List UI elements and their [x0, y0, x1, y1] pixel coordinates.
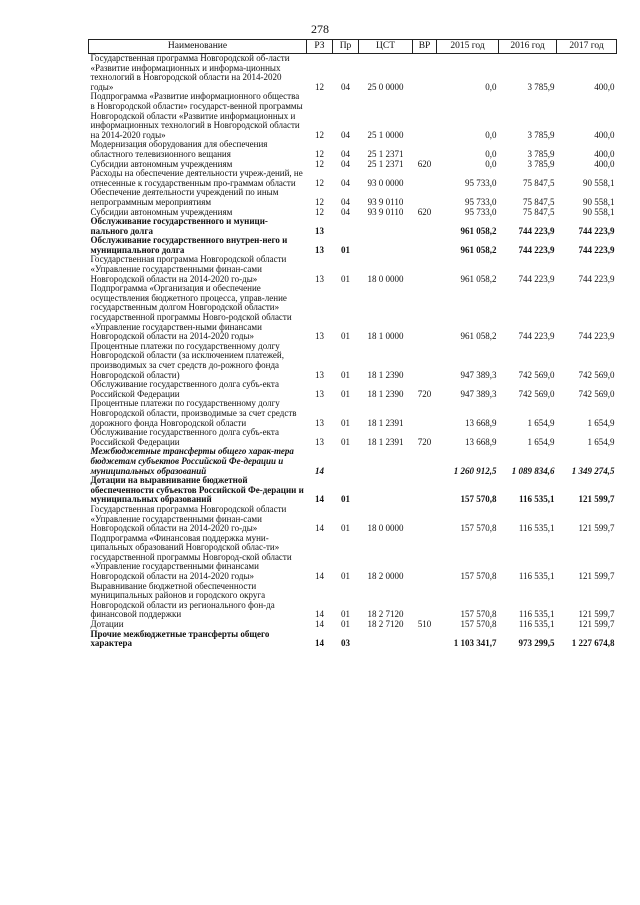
row-rz: 12 [315, 206, 324, 217]
row-cst: 93 9 0110 [367, 206, 404, 217]
row-2016: 3 785,9 [527, 148, 555, 159]
row-cst: 18 2 7120 [367, 609, 404, 620]
header-pr: Пр [333, 40, 359, 54]
row-2017: 90 558,1 [583, 196, 615, 207]
row-rz: 12 [315, 81, 324, 92]
row-2015: 157 570,8 [460, 571, 497, 582]
row-2017: 90 558,1 [583, 206, 615, 217]
row-2015: 95 733,0 [465, 196, 497, 207]
row-name: Выравнивание бюджетной обеспеченности муниципальных районов и городского округа Новгородской области из регионального фон-да финансовой поддержки [90, 580, 275, 620]
row-2015: 157 570,8 [460, 523, 497, 534]
row-rz: 14 [315, 571, 324, 582]
row-2016: 744 223,9 [518, 331, 555, 342]
table-row [89, 92, 617, 140]
header-2017: 2017 год [557, 40, 617, 54]
table-row [89, 534, 617, 582]
row-rz: 13 [315, 436, 324, 447]
row-2016: 742 569,0 [518, 388, 555, 399]
row-2017: 400,0 [594, 158, 615, 169]
row-name: Подпрограмма «Организация и обеспечение осуществления бюджетного процесса, управ-ление государственным долгом Новгородской области» государственной программы Новго-родской области «Управление государствен-ными финансами Новгородской области на 2014-2020 годы» [90, 283, 292, 342]
row-2017: 1 227 674,8 [571, 638, 615, 649]
row-name: Субсидии автономным учреждениям [90, 206, 233, 217]
row-2015: 947 389,3 [460, 369, 497, 380]
row-rz: 13 [315, 388, 324, 399]
row-pr: 01 [341, 273, 350, 284]
row-pr: 01 [341, 494, 350, 505]
table-row [89, 630, 617, 649]
row-2015: 961 058,2 [460, 331, 497, 342]
header-cst: ЦСТ [359, 40, 413, 54]
row-cst: 18 1 2390 [367, 369, 404, 380]
row-2015: 961 058,2 [460, 225, 497, 236]
row-pr: 01 [341, 331, 350, 342]
row-cst [359, 476, 413, 505]
row-2016: 1 654,9 [527, 417, 555, 428]
row-rz: 14 [315, 638, 324, 649]
row-cst: 25 1 0000 [367, 129, 404, 140]
row-rz: 13 [315, 331, 324, 342]
row-2017: 121 599,7 [578, 619, 615, 630]
row-cst: 18 1 2390 [367, 388, 404, 399]
row-2015: 0,0 [485, 129, 497, 140]
row-rz: 12 [315, 148, 324, 159]
row-cst: 18 1 2391 [367, 436, 404, 447]
row-vr [413, 92, 437, 140]
row-rz: 12 [315, 177, 324, 188]
row-2016: 116 535,1 [518, 494, 555, 505]
table-row [89, 342, 617, 380]
row-pr [333, 447, 359, 476]
row-pr: 01 [341, 417, 350, 428]
row-2017: 742 569,0 [578, 369, 615, 380]
row-vr [413, 630, 437, 649]
row-2015: 157 570,8 [460, 609, 497, 620]
row-2015: 961 058,2 [460, 244, 497, 255]
row-2017: 742 569,0 [578, 388, 615, 399]
row-2016: 1 654,9 [527, 436, 555, 447]
row-cst: 18 0 0000 [367, 523, 404, 534]
row-2017: 744 223,9 [578, 273, 615, 284]
row-2016: 3 785,9 [527, 129, 555, 140]
row-vr [413, 476, 437, 505]
table-row [89, 428, 617, 447]
row-2016: 116 535,1 [518, 571, 555, 582]
row-vr [413, 284, 437, 342]
row-2017: 1 654,9 [587, 417, 615, 428]
row-2015: 1 103 341,7 [453, 638, 497, 649]
row-pr: 01 [341, 619, 350, 630]
row-rz: 12 [315, 158, 324, 169]
row-vr [413, 217, 437, 236]
budget-table [88, 39, 617, 649]
row-rz: 14 [315, 494, 324, 505]
row-pr: 01 [341, 436, 350, 447]
table-row [89, 476, 617, 505]
row-rz: 14 [315, 465, 324, 476]
row-pr: 04 [341, 81, 350, 92]
table-row [89, 236, 617, 255]
row-pr: 04 [341, 206, 350, 217]
row-2015: 157 570,8 [460, 619, 497, 630]
row-2017: 121 599,7 [578, 571, 615, 582]
row-2016: 3 785,9 [527, 158, 555, 169]
row-2017: 744 223,9 [578, 244, 615, 255]
row-2015: 157 570,8 [460, 494, 497, 505]
table-row [89, 188, 617, 207]
row-vr [413, 447, 437, 476]
row-pr [333, 217, 359, 236]
row-pr: 01 [341, 244, 350, 255]
row-pr: 04 [341, 158, 350, 169]
table-row [89, 54, 617, 93]
row-2015: 13 668,9 [465, 436, 497, 447]
row-pr: 03 [341, 638, 350, 649]
row-vr [413, 169, 437, 188]
row-vr [413, 255, 437, 284]
row-cst: 18 1 0000 [367, 331, 404, 342]
table-header [89, 40, 617, 54]
table-row [89, 447, 617, 476]
row-name: Субсидии автономным учреждениям [90, 158, 233, 169]
table-row [89, 169, 617, 188]
row-2017: 121 599,7 [578, 609, 615, 620]
row-2016: 742 569,0 [518, 369, 555, 380]
row-2016: 1 089 834,6 [511, 465, 555, 476]
row-2017: 1 349 274,5 [571, 465, 615, 476]
row-cst: 25 1 2371 [367, 158, 404, 169]
row-name: Государственная программа Новгородской области «Управление государственными финан-сами Новгородской области на 2014-2020 го-ды» [90, 254, 287, 284]
header-name: Наименование [89, 40, 307, 54]
row-cst: 93 0 0000 [367, 177, 404, 188]
row-vr: 510 [417, 619, 432, 630]
row-rz: 14 [315, 609, 324, 620]
row-vr [413, 582, 437, 620]
row-2016: 973 299,5 [518, 638, 555, 649]
header-2015: 2015 год [437, 40, 499, 54]
row-name: Расходы на обеспечение деятельности учреж-дений, не отнесенные к государственным про-граммам области [90, 168, 303, 188]
row-2017: 400,0 [594, 81, 615, 92]
row-2017: 400,0 [594, 129, 615, 140]
row-2016: 744 223,9 [518, 225, 555, 236]
row-cst: 18 0 0000 [367, 273, 404, 284]
row-2016: 116 535,1 [518, 609, 555, 620]
table-row [89, 399, 617, 428]
row-2016: 116 535,1 [518, 523, 555, 534]
table-row [89, 505, 617, 534]
row-name: Процентные платежи по государственному долгу Новгородской области (за исключением платежей, производимых за счет средств до-рожного фонда Новгородской области) [90, 340, 284, 380]
row-rz: 12 [315, 196, 324, 207]
row-name: Модернизация оборудования для обеспечения областного телевизионного вещания [90, 139, 268, 159]
row-cst: 93 9 0110 [367, 196, 404, 207]
row-vr [413, 188, 437, 207]
row-vr [413, 399, 437, 428]
row-name: Подпрограмма «Финансовая поддержка муни-ципальных образований Новгородской облас-ти» государственной программы Новгород-ской области «Управление государственными финансами Новгородской области на 2014-2020 годы» [90, 532, 292, 582]
row-rz: 14 [315, 523, 324, 534]
row-2017: 1 654,9 [587, 436, 615, 447]
row-cst: 18 1 2391 [367, 417, 404, 428]
row-2017: 121 599,7 [578, 523, 615, 534]
row-2015: 0,0 [485, 81, 497, 92]
row-2017: 744 223,9 [578, 331, 615, 342]
row-rz: 13 [315, 417, 324, 428]
row-2015: 95 733,0 [465, 177, 497, 188]
row-pr: 01 [341, 523, 350, 534]
row-name: Государственная программа Новгородской об-ласти «Развитие информационных и информа-ционных технологий в Новгородской области на 2014-2020 годы» [90, 53, 290, 92]
row-2016: 75 847,5 [523, 196, 555, 207]
row-name: Обеспечение деятельности учреждений по иным непрограммным мероприятиям [90, 187, 279, 207]
row-2016: 744 223,9 [518, 273, 555, 284]
table-row [89, 582, 617, 620]
row-2016: 75 847,5 [523, 206, 555, 217]
row-name: Обслуживание государственного и муници-пального долга [90, 216, 268, 236]
table-row [89, 255, 617, 284]
row-vr: 620 [417, 206, 432, 217]
row-name: Процентные платежи по государственному долгу Новгородской области, производимые за счет средств дорожного фонда Новгородской области [90, 398, 297, 428]
row-pr: 01 [341, 571, 350, 582]
row-2015: 961 058,2 [460, 273, 497, 284]
row-vr [413, 140, 437, 159]
row-pr: 04 [341, 148, 350, 159]
row-cst: 25 0 0000 [367, 81, 404, 92]
row-vr: 720 [417, 388, 432, 399]
row-cst [359, 447, 413, 476]
row-2015: 947 389,3 [460, 388, 497, 399]
row-pr: 01 [341, 609, 350, 620]
row-vr [413, 534, 437, 582]
row-2015: 13 668,9 [465, 417, 497, 428]
row-rz: 12 [315, 129, 324, 140]
row-rz: 13 [315, 273, 324, 284]
row-name: Прочие межбюджетные трансферты общего характера [90, 628, 270, 649]
row-pr: 04 [341, 177, 350, 188]
row-2017: 121 599,7 [578, 494, 615, 505]
row-2016: 116 535,1 [518, 619, 555, 630]
row-2016: 744 223,9 [518, 244, 555, 255]
page-number: 278 [311, 22, 329, 36]
row-cst: 25 1 2371 [367, 148, 404, 159]
row-cst: 18 2 7120 [367, 619, 404, 630]
table-body [89, 54, 617, 649]
row-name: Дотации [90, 619, 124, 630]
row-name: Дотации на выравнивание бюджетной обеспеченности субъектов Российской Фе-дерации и муниципальных образований [90, 475, 304, 505]
header-rz: РЗ [307, 40, 333, 54]
row-2015: 95 733,0 [465, 206, 497, 217]
row-2016: 75 847,5 [523, 177, 555, 188]
row-name: Обслуживание государственного долга субъ-екта Российской Федерации [90, 379, 279, 399]
row-pr: 01 [341, 369, 350, 380]
row-vr [413, 236, 437, 255]
row-cst [359, 217, 413, 236]
row-vr: 720 [417, 436, 432, 447]
table-row [89, 284, 617, 342]
row-2015: 0,0 [485, 158, 497, 169]
row-rz: 13 [315, 225, 324, 236]
row-rz: 13 [315, 369, 324, 380]
header-vr: ВР [413, 40, 437, 54]
table-row [89, 140, 617, 159]
row-name: Обслуживание государственного внутрен-него и муниципального долга [90, 235, 288, 255]
row-vr [413, 54, 437, 93]
row-name: Межбюджетные трансферты общего харак-тера бюджетам субъектов Российской Фе-дерации и муниципальных образований [90, 446, 294, 476]
row-vr [413, 505, 437, 534]
row-cst: 18 2 0000 [367, 571, 404, 582]
row-pr: 04 [341, 196, 350, 207]
row-vr [413, 342, 437, 380]
header-2016: 2016 год [499, 40, 557, 54]
row-2017: 400,0 [594, 148, 615, 159]
row-name: Обслуживание государственного долга субъ-екта Российской Федерации [90, 427, 279, 447]
row-2015: 0,0 [485, 148, 497, 159]
table-row [89, 217, 617, 236]
row-rz: 13 [315, 244, 324, 255]
row-pr: 01 [341, 388, 350, 399]
row-2015: 1 260 912,5 [453, 465, 497, 476]
row-vr: 620 [417, 158, 432, 169]
table-row [89, 380, 617, 399]
row-name: Государственная программа Новгородской области «Управление государственными финан-сами Новгородской области на 2014-2020 го-ды» [90, 503, 287, 534]
row-cst [359, 630, 413, 649]
row-cst [359, 236, 413, 255]
row-pr: 04 [341, 129, 350, 140]
row-rz: 14 [315, 619, 324, 630]
row-2017: 744 223,9 [578, 225, 615, 236]
row-name: Подпрограмма «Развитие информационного общества в Новгородской области» государст-венной программы Новгородской области «Развитие информационных и информационных технологий в Новгородской области на 2014-2020 годы» [90, 91, 303, 140]
row-2017: 90 558,1 [583, 177, 615, 188]
row-2016: 3 785,9 [527, 81, 555, 92]
